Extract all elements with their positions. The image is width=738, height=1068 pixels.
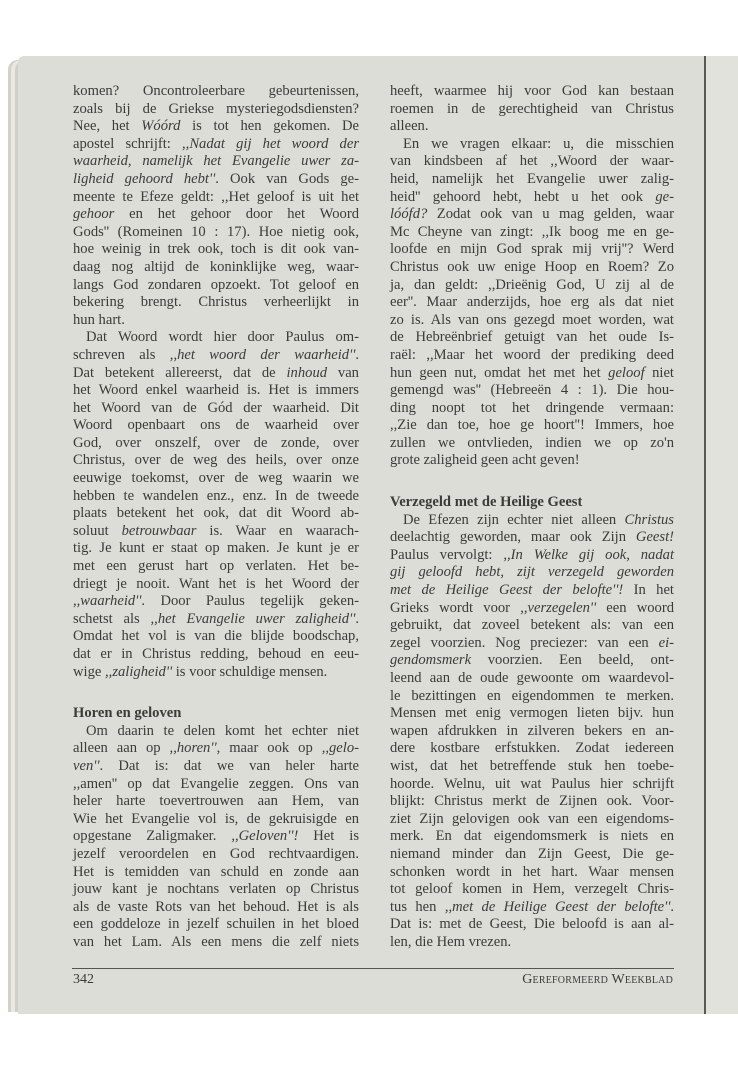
text-run: In het: [623, 582, 674, 599]
italic-run: gendomsmerk: [390, 652, 472, 669]
text-line: le bezittingen en eigendommen te merken.: [390, 687, 674, 704]
text-line: als de vaste Rots van het behoud. Het is als: [73, 898, 359, 915]
text-line: dere kostbare erfstukken. Zodat iedereen: [390, 740, 674, 757]
page-number: 342: [73, 972, 94, 987]
italic-run: ligheid gehoord hebt'': [73, 170, 216, 187]
text-line: [390, 582, 674, 600]
text-line: eer''. Maar anderzijds, hoe erg als dat niet: [390, 294, 674, 311]
italic-run: ,,horen'': [169, 740, 217, 757]
text-line: Christus ook uw enige Hoop en Roem? Zo: [390, 258, 674, 275]
text-run: een woord: [596, 599, 675, 616]
text-line: ja, dan geldt: ,,Drieënig God, U zij al de: [390, 276, 674, 293]
text-run: niet: [644, 364, 674, 381]
text-line: driegt je nooit. Want het is het Woord der: [73, 575, 359, 592]
text-line: wapen afdrukken in zilveren bekers en an-: [390, 722, 674, 739]
text-line: [390, 547, 674, 565]
text-line: Omdat het vol is van die blijde boodschap,: [73, 628, 359, 645]
text-line: Het is temidden van schuld en zonde aan: [73, 863, 359, 880]
text-line: [73, 153, 359, 171]
text-line: [390, 564, 674, 582]
text-line: [390, 652, 674, 670]
text-line: Mensen met enig vermogen lieten bijv. hun: [390, 705, 674, 722]
text-line: Om daarin te delen komt het echter niet: [86, 722, 359, 739]
text-line: komen? Oncontroleerbare gebeurtenissen,: [73, 83, 359, 99]
text-run: .: [670, 898, 674, 915]
text-line: schonken wordt in het hart. Waar mensen: [390, 863, 674, 880]
text-line: leend aan de oude gewoonte om waardevol-: [390, 670, 674, 686]
text-line: jezelf veroordelen en God rechtvaardigen.: [73, 845, 359, 862]
text-line: jouw kant je nochtans verlaten op Christus: [73, 881, 359, 898]
paragraph: [73, 329, 359, 681]
text-line: zo is. Als van ons gezegd moet worden, wat: [390, 311, 674, 328]
italic-run: ,,Nadat gij het woord der: [182, 135, 359, 152]
text-line: ,,Zie dan toe, hoe ge hoort''! Immers, hoe: [390, 417, 674, 434]
text-line: God, over onszelf, over de zonde, over: [73, 434, 359, 451]
text-line: [73, 758, 359, 776]
italic-run: gij geloofd hebt, zijt verzegeld geworden: [390, 564, 674, 581]
text-line: [73, 740, 359, 758]
italic-run: met de Heilige Geest der belofte''!: [390, 582, 624, 599]
text-run: . Door Paulus tegelijk geken-: [141, 593, 359, 610]
text-run: is voor schuldige mensen.: [172, 663, 328, 680]
text-run: en het gehoor door het Woord: [114, 206, 359, 223]
text-line: ding noopt tot het dringende vermaan:: [390, 399, 674, 416]
italic-run: ,,het Evangelie uwer zaligheid'': [150, 610, 356, 627]
section-heading: Verzegeld met de Heilige Geest: [390, 494, 583, 511]
text-run: .: [355, 346, 359, 363]
text-run: Het is: [298, 828, 359, 845]
text-run: apostel schrijft:: [73, 135, 183, 152]
text-line: eeuwige toekomst, over de weg waarin we: [73, 470, 359, 487]
italic-run: ,,met de Heilige Geest der belofte'': [444, 898, 671, 915]
text-line: [73, 611, 359, 629]
text-line: grote zaligheid geen acht geven!: [390, 452, 580, 469]
italic-run: lóófd?: [390, 206, 428, 223]
text-run: wige: [73, 663, 106, 680]
text-run: . Ook van Gods ge-: [215, 170, 359, 187]
text-line: [390, 365, 674, 383]
text-line: ,,amen'' op dat Evangelie zeggen. Ons van: [73, 775, 359, 792]
text-line: [73, 136, 359, 154]
italic-run: inhoud: [286, 364, 328, 381]
footer-rule: [72, 968, 674, 969]
text-run: heid'' gehoord hebt, hebt u het ook: [390, 188, 656, 205]
text-line: [73, 365, 359, 383]
text-line: wist, dat het betreffende stuk hen toebe-: [390, 757, 674, 774]
text-line: van het Lam. Als een mens die zelf niets: [73, 933, 359, 950]
text-run: is tot hen gekomen. De: [180, 118, 359, 135]
text-line: [73, 347, 359, 365]
text-line: Dat is: met de Geest, Die beloofd is aan al-: [390, 916, 674, 933]
text-line: gebruikt, dat zoveel betekent als: van een: [390, 617, 674, 634]
text-line: heid, namelijk het Evangelie uwer zalig-: [390, 170, 674, 187]
text-line: ziet Zijn gelovigen ook van een eigendoms-: [390, 810, 674, 827]
text-run: Zodat ook van u mag gelden, waar: [427, 206, 674, 223]
text-line: bekering brengt. Christus verheerlijkt in: [73, 294, 359, 311]
text-line: heler harte toevertrouwen aan Hem, van: [73, 793, 359, 810]
text-line: blijkt: Christus merkt de Zijnen ook. Voor-: [390, 793, 674, 810]
text-line: een goddeloze in jezelf schuilen in het bloed: [73, 916, 359, 933]
italic-run: ,,verzegelen'': [520, 599, 597, 616]
text-run: , maar ook op: [216, 740, 322, 757]
text-run: hun geen nut, omdat het met het: [390, 364, 609, 381]
italic-run: ei-: [658, 634, 674, 651]
text-line: [73, 664, 359, 682]
text-line: [390, 899, 674, 917]
italic-run: ,,waarheid'': [73, 593, 142, 610]
text-line: langs God zondaren opzoekt. Tot geloof en: [73, 276, 359, 293]
text-line: raël: ,,Maar het woord der prediking deed: [390, 346, 674, 363]
text-line: van kindsbeen af het ,,Woord der waar-: [390, 153, 674, 170]
text-line: Wie het Evangelie vol is, de gekruisigde en: [73, 810, 359, 827]
italic-run: ,,zaligheid'': [105, 663, 173, 680]
binding-spine: [704, 56, 706, 1014]
text-line: [390, 600, 674, 618]
text-line: Mc Cheyne van zingt: ,,Ik boog me en ge-: [390, 223, 674, 240]
text-line: tig. Je kunt er staat op maken. Je kunt je er: [73, 540, 359, 557]
text-run: is. Waar en waarach-: [196, 522, 360, 539]
text-line: [73, 171, 359, 189]
italic-run: Wóórd: [141, 118, 181, 135]
text-line: len, die Hem vrezen.: [390, 933, 512, 950]
italic-run: ,,gelo-: [321, 740, 359, 757]
next-page-edge: [706, 56, 738, 1014]
magazine-name: Gereformeerd Weekblad: [522, 972, 673, 987]
text-line: daag nog altijd de koninklijke weg, waar-: [73, 258, 359, 275]
text-line: [390, 206, 674, 224]
italic-run: Geest!: [635, 529, 674, 546]
text-run: deelachtig geworden, maar ook Zijn: [390, 529, 636, 546]
text-line: hoorde. Welnu, uit wat Paulus hier schrijft: [390, 775, 674, 792]
text-line: met een gerust hart op verlaten. Het be-: [73, 558, 359, 575]
text-line: Christus, over de weg des heils, over onze: [73, 452, 359, 469]
text-line: [390, 529, 674, 547]
text-line: hoe weinig in trek ook, toch is dit ook van-: [73, 241, 359, 258]
section-heading: Horen en geloven: [73, 705, 182, 722]
text-line: [73, 206, 359, 224]
text-line: het Woord van de Gód der waarheid. Dit: [73, 399, 359, 416]
text-run: Nee, het: [73, 118, 142, 135]
text-line: En we vragen elkaar: u, die misschien: [403, 135, 674, 152]
italic-run: ,,In Welke gij ook, nadat: [503, 546, 674, 563]
italic-run: ge-: [655, 188, 674, 205]
text-line: tot geloof komen in Hem, verzegelt Chris-: [390, 881, 674, 898]
text-run: zegel voorzien. Nog preciezer: van een: [390, 634, 659, 651]
italic-run: geloof: [608, 364, 645, 381]
text-line: merk. En dat eigendomsmerk is niets en: [390, 828, 674, 845]
right-column: [390, 83, 674, 952]
italic-run: Christus: [624, 511, 674, 528]
text-line: Dat Woord wordt hier door Paulus om-: [86, 329, 359, 346]
text-run: schetst als: [73, 610, 151, 627]
paragraph: [390, 83, 674, 136]
text-run: tus hen: [390, 898, 445, 915]
text-line: loofde en mijn God sprak mij vrij''? Werd: [390, 241, 674, 258]
text-line: zoals bij de Griekse mysteriegodsdiensten?: [73, 100, 359, 117]
text-run: schreven als: [73, 346, 170, 363]
text-run: Paulus vervolgt:: [390, 546, 504, 563]
text-run: opgestane Zaligmaker.: [73, 828, 232, 845]
text-run: Grieks wordt voor: [390, 599, 521, 616]
text-line: niemand minder dan Zijn Geest, Die ge-: [390, 845, 674, 862]
text-line: [73, 523, 359, 541]
text-line: zullen we ontvlieden, indien we op zo'n: [390, 434, 674, 451]
text-line: de Hebreënbrief getuigt van het oude Is-: [390, 329, 674, 346]
text-line: alleen.: [390, 118, 429, 135]
italic-run: gehoor: [73, 206, 115, 223]
italic-run: betrouwbaar: [121, 522, 197, 539]
italic-run: ,,het woord der waarheid'': [169, 346, 356, 363]
text-line: dat er in Christus redding, behoud en eeu-: [73, 646, 359, 662]
text-line: [73, 118, 359, 136]
text-line: [73, 828, 359, 846]
italic-run: ven'': [73, 757, 100, 774]
text-line: roemen in de gerechtigheid van Christus: [390, 100, 674, 117]
text-line: het Woord enkel waarheid is. Het is immers: [73, 382, 359, 399]
paragraph: [73, 723, 359, 952]
text-line: heeft, waarmee hij voor God kan bestaan: [390, 83, 674, 99]
text-run: van: [327, 364, 359, 381]
text-run: De Efezen zijn echter niet alleen: [403, 511, 625, 528]
text-line: meente te Efeze geldt: ,,Het geloof is uit het: [73, 188, 359, 205]
italic-run: waarheid, namelijk het Evangelie uwer za-: [73, 153, 359, 170]
text-run: . Dat is: dat we van heler harte: [99, 757, 359, 774]
text-line: plaats betekent het ook, dat dit Woord ab-: [73, 505, 359, 522]
paragraph: [390, 136, 674, 470]
text-line: [390, 635, 674, 653]
paragraph: [390, 512, 674, 952]
text-run: .: [355, 610, 359, 627]
italic-run: ,,Geloven''!: [231, 828, 299, 845]
left-column: [73, 83, 359, 952]
text-line: [390, 512, 674, 530]
text-line: hebben te wandelen enz., enz. In de tweede: [73, 487, 359, 504]
text-run: soluut: [73, 522, 122, 539]
paragraph: [73, 83, 359, 329]
text-line: hun hart.: [73, 311, 125, 328]
text-line: Gods'' (Romeinen 10 : 17). Hoe nietig ook,: [73, 223, 359, 240]
text-run: alleen aan op: [73, 740, 170, 757]
text-line: [73, 593, 359, 611]
text-run: voorzien. Een beeld, ont-: [471, 652, 674, 669]
text-line: gemengd was'' (Hebreeën 4 : 1). Die hou-: [390, 382, 674, 399]
text-run: Dat betekent allereerst, dat de: [73, 364, 287, 381]
text-line: Woord openbaart ons de waarheid over: [73, 417, 359, 434]
text-line: [390, 189, 674, 207]
